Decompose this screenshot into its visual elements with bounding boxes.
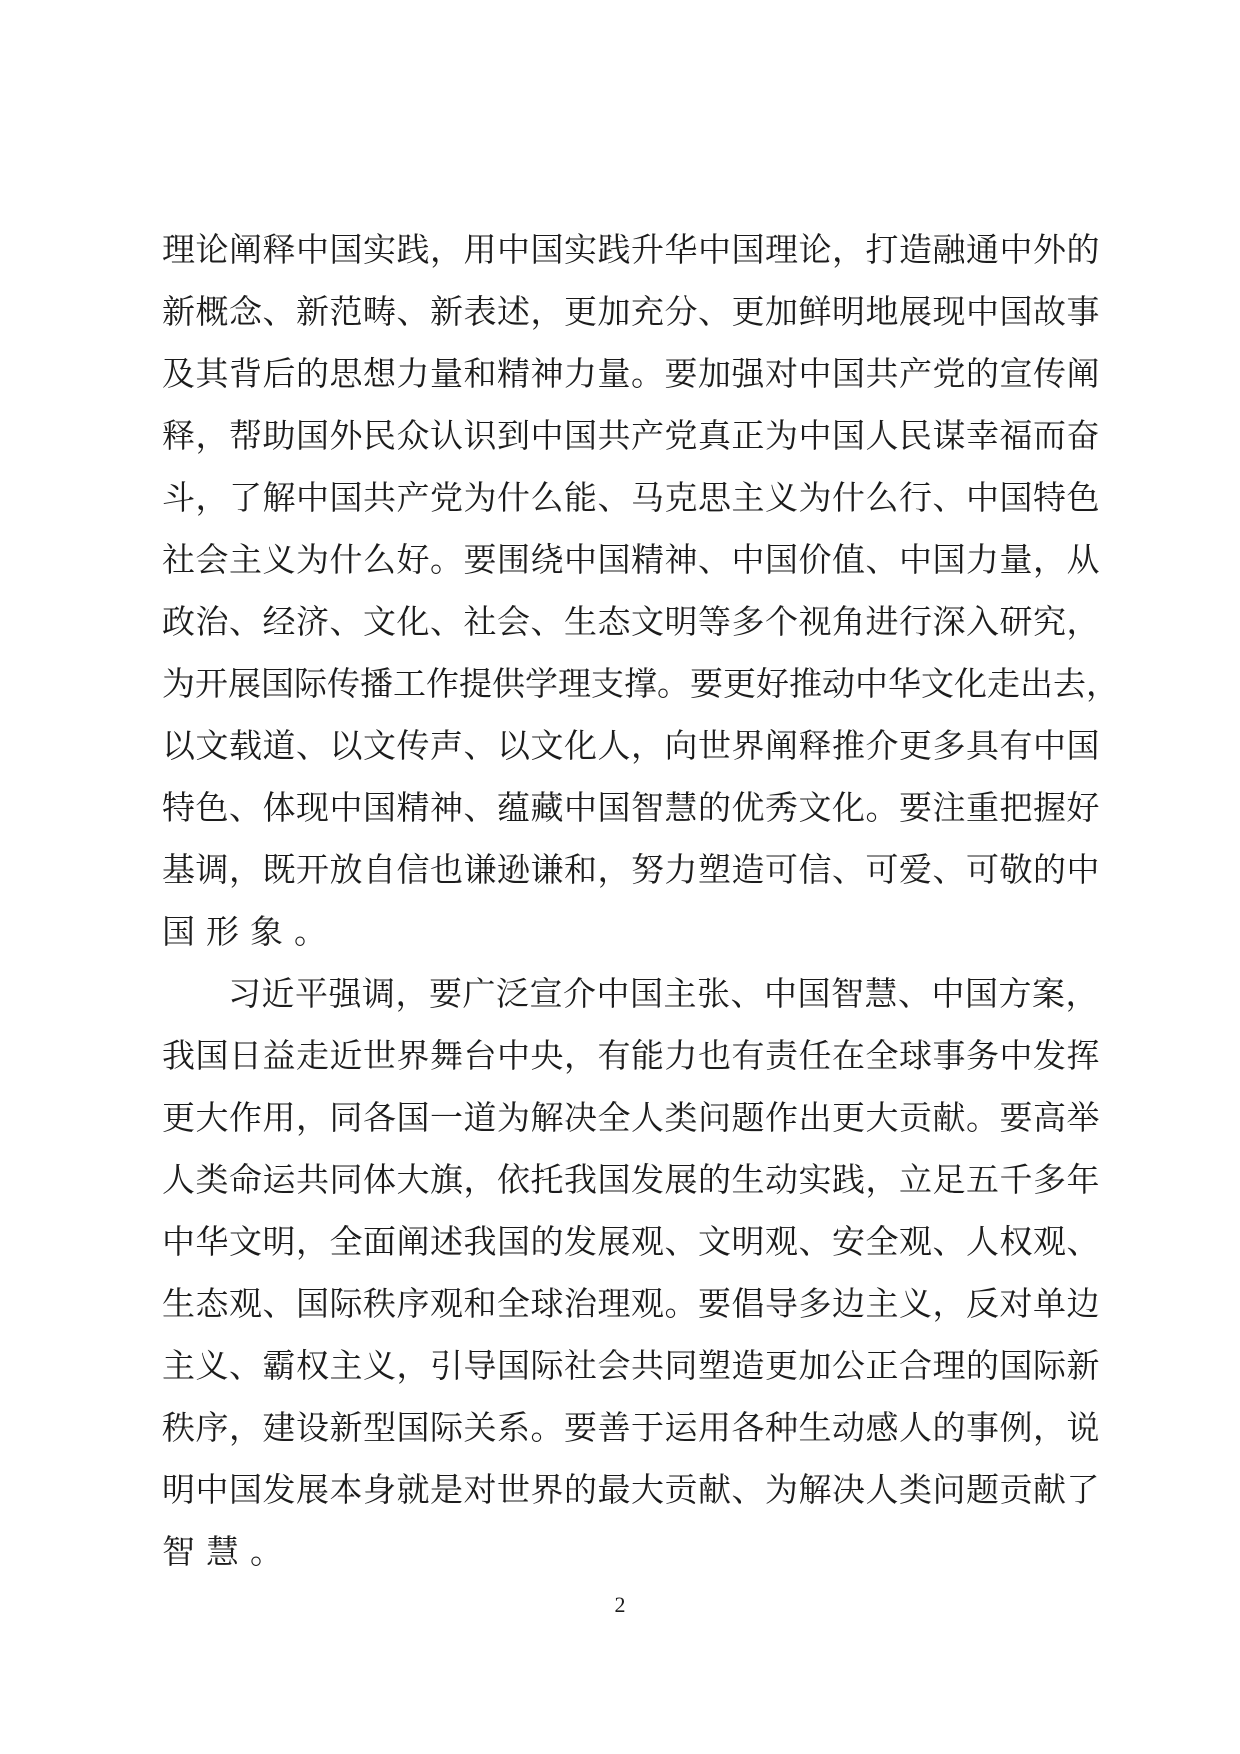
text-line: 特色、体现中国精神、蕴藏中国智慧的优秀文化。要注重把握好 [162, 788, 1100, 827]
text-line: 以文载道、以文传声、以文化人，向世界阐释推介更多具有中国 [162, 726, 1100, 765]
page-number: 2 [614, 1592, 626, 1617]
text-line: 智慧。 [162, 1532, 294, 1571]
text-line: 理论阐释中国实践，用中国实践升华中国理论，打造融通中外的 [162, 230, 1100, 269]
text-line: 基调，既开放自信也谦逊谦和，努力塑造可信、可爱、可敬的中 [162, 850, 1100, 889]
text-line: 及其背后的思想力量和精神力量。要加强对中国共产党的宣传阐 [162, 354, 1100, 393]
text-line: 习近平强调，要广泛宣介中国主张、中国智慧、中国方案， [228, 974, 1099, 1013]
text-line: 秩序，建设新型国际关系。要善于运用各种生动感人的事例，说 [162, 1408, 1100, 1447]
text-line: 主义、霸权主义，引导国际社会共同塑造更加公正合理的国际新 [162, 1346, 1100, 1385]
text-line: 斗，了解中国共产党为什么能、马克思主义为什么行、中国特色 [162, 478, 1100, 517]
body-text [162, 219, 1119, 1583]
text-line: 为开展国际传播工作提供学理支撑。要更好推动中华文化走出去， [162, 664, 1119, 703]
text-line: 政治、经济、文化、社会、生态文明等多个视角进行深入研究， [162, 602, 1100, 641]
text-line: 国形象。 [162, 912, 338, 951]
text-line: 明中国发展本身就是对世界的最大贡献、为解决人类问题贡献了 [162, 1470, 1100, 1509]
text-line: 人类命运共同体大旗，依托我国发展的生动实践，立足五千多年 [162, 1160, 1100, 1199]
text-line: 更大作用，同各国一道为解决全人类问题作出更大贡献。要高举 [162, 1098, 1100, 1137]
text-line: 新概念、新范畴、新表述，更加充分、更加鲜明地展现中国故事 [162, 292, 1100, 331]
text-line: 释，帮助国外民众认识到中国共产党真正为中国人民谋幸福而奋 [162, 416, 1100, 455]
paragraph-2 [162, 963, 1100, 1583]
text-line: 社会主义为什么好。要围绕中国精神、中国价值、中国力量，从 [162, 540, 1100, 579]
text-line: 生态观、国际秩序观和全球治理观。要倡导多边主义，反对单边 [162, 1284, 1100, 1323]
paragraph-1 [162, 219, 1119, 963]
text-line: 我国日益走近世界舞台中央，有能力也有责任在全球事务中发挥 [162, 1036, 1100, 1075]
text-line: 中华文明，全面阐述我国的发展观、文明观、安全观、人权观、 [162, 1222, 1100, 1261]
